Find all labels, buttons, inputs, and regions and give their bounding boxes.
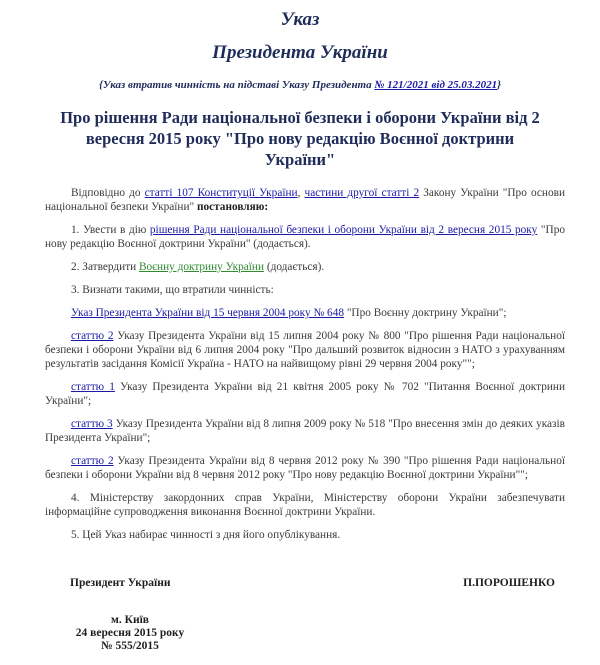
doc-heading-line2: Президента України: [212, 42, 388, 63]
preamble-text-1: Відповідно до: [71, 187, 145, 199]
revocation-note: [0, 79, 600, 91]
doc-body: [45, 186, 565, 551]
revocation-note-prefix: {Указ втратив чинність на підставі Указу Президента: [98, 79, 375, 91]
signature-name: П.ПОРОШЕНКО: [463, 577, 555, 589]
item-1: [45, 223, 565, 251]
decree-800-article-link[interactable]: статтю 2: [71, 330, 114, 342]
repealed-item-4: [45, 417, 565, 445]
preamble: [45, 186, 565, 214]
decree-keyword: постановляю:: [196, 201, 269, 213]
decree-390-article-link[interactable]: статтю 2: [71, 455, 114, 467]
decree-number: № 555/2015: [101, 640, 159, 652]
item-5: 5. Цей Указ набирає чинності з дня його опублікування.: [71, 529, 341, 541]
doc-title: Про рішення Ради національної безпеки і оборони України від 2 вересня 2015 року "Про нову редакцію Воєнної доктрини України": [60, 108, 540, 169]
repealed-item-4-text: Указу Президента України від 8 липня 2009 року № 518 "Про внесення змін до деяких указів Президента України";: [45, 418, 565, 444]
law-article-link[interactable]: частини другої статті 2: [304, 187, 420, 199]
item-2-text-b: (додається).: [264, 261, 325, 273]
item-4: 4. Міністерству закордонних справ України, Міністерству оборони України забезпечувати інформаційне супроводження виконання Воєнної доктрини України.: [45, 492, 565, 518]
signing-date: 24 вересня 2015 року: [75, 627, 185, 639]
preamble-text-2: ,: [297, 187, 305, 199]
constitution-article-link[interactable]: статті 107 Конституції України: [144, 187, 298, 199]
decree-648-link[interactable]: Указ Президента України від 15 червня 2004 року № 648: [71, 307, 344, 319]
item-3: 3. Визнати такими, що втратили чинність:: [71, 284, 274, 296]
repealed-item-2: [45, 329, 565, 371]
military-doctrine-link[interactable]: Воєнну доктрину України: [139, 261, 265, 273]
repealed-item-3-text: Указу Президента України від 21 квітня 2005 року № 702 "Питання Воєнної доктрини України";: [45, 381, 565, 407]
place-date-block: [0, 614, 260, 653]
repealed-item-3: [45, 380, 565, 408]
decree-518-article-link[interactable]: статтю 3: [71, 418, 113, 430]
repealed-item-1: [45, 306, 565, 320]
nsdc-decision-link[interactable]: рішення Ради національної безпеки і оборони України від 2 вересня 2015 року: [149, 224, 538, 236]
city: м. Київ: [111, 614, 149, 626]
item-1-text-a: 1. Увести в дію: [71, 224, 150, 236]
repealed-item-5-text: Указу Президента України від 8 червня 2012 року № 390 "Про рішення Ради національної безпеки і оборони України від 8 червня 2012 року "Про нову редакцію Воєнної доктрини України"";: [45, 455, 565, 481]
item-2-text-a: 2. Затвердити: [71, 261, 139, 273]
repealed-item-5: [45, 454, 565, 482]
preamble-text-3: Закону України "Про основи національної безпеки України": [45, 187, 565, 213]
item-2: [45, 260, 565, 274]
revocation-decree-link[interactable]: № 121/2021 від 25.03.2021: [374, 79, 498, 91]
revocation-note-suffix: }: [497, 79, 502, 91]
doc-heading-line1: Указ: [280, 9, 320, 30]
signature-position: Президент України: [70, 577, 171, 589]
item-1-text-b: "Про нову редакцію Воєнної доктрини України" (додається).: [45, 224, 565, 250]
decree-702-article-link[interactable]: статтю 1: [71, 381, 115, 393]
repealed-item-1-text: "Про Воєнну доктрину України";: [344, 307, 507, 319]
repealed-item-2-text: Указу Президента України від 15 липня 2004 року № 800 "Про рішення Ради національної безпеки і оборони України від 6 липня 2004 року "Про дальший розвиток відносин з НАТО з урахуванням результатів засідання Комісії Україна - НАТО на найвищому рівні 29 червня 2004 року"";: [45, 330, 565, 370]
